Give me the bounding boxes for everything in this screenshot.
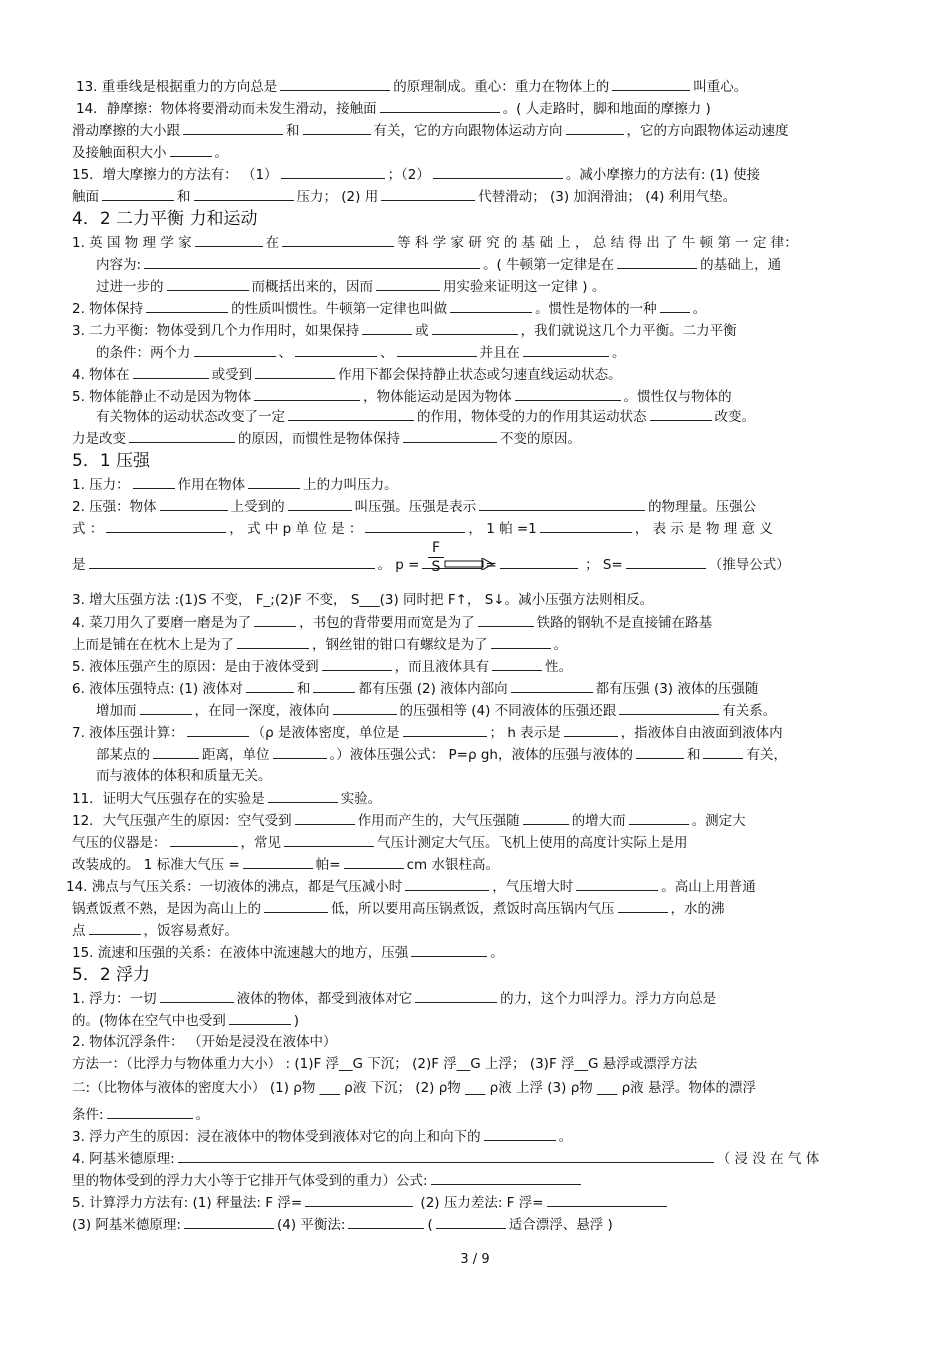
- fill-blank: [144, 254, 480, 269]
- fill-blank: [133, 474, 175, 489]
- text-line: [72, 120, 789, 141]
- fill-blank: [478, 612, 534, 627]
- line-text: 2. 物体沉浮条件： （开始是浸没在液体中）: [72, 1034, 337, 1050]
- arrow-icon: [444, 558, 494, 570]
- line-text: ， 式 中 p 单 位 是 ：: [229, 521, 363, 537]
- line-text: 2. 物体保持: [72, 301, 144, 317]
- fill-blank: [619, 700, 719, 715]
- fill-blank: [167, 276, 249, 291]
- fill-blank: [411, 942, 487, 957]
- line-text: 或受到: [211, 367, 253, 383]
- fill-blank: [288, 496, 352, 511]
- text-line: [72, 1104, 209, 1125]
- line-text: 气压计测定大气压。飞机上使用的高度计实际上是用: [377, 835, 688, 851]
- fill-blank: [703, 744, 743, 759]
- line-text: ，在同一深度，液体向: [194, 703, 330, 719]
- fill-blank: [268, 788, 338, 803]
- line-text: 低，所以要用高压锅煮饭，煮饭时高压锅内气压: [331, 901, 615, 917]
- fill-blank: [107, 1104, 193, 1119]
- line-text: (: [427, 1217, 433, 1233]
- text-line: [72, 1192, 670, 1213]
- line-text: 距离，单位: [202, 747, 270, 763]
- line-text: 帕=: [315, 857, 341, 873]
- text-line: [72, 428, 581, 449]
- text-line: [72, 298, 706, 319]
- line-text: 叫压强。压强是表示: [354, 499, 477, 515]
- line-text: 14. 沸点与气压关系：一切液体的沸点，都是气压减小时: [66, 879, 403, 895]
- fill-blank: [333, 700, 397, 715]
- text-line: [72, 612, 712, 633]
- line-text: 的作用，物体受的力的作用其运动状态: [417, 409, 647, 425]
- line-text: 都有压强 (2) 液体内部向: [358, 681, 508, 697]
- fill-blank: [629, 810, 689, 825]
- fill-blank: [282, 232, 394, 247]
- fill-blank: [540, 518, 632, 533]
- fill-blank: [183, 120, 283, 135]
- fill-blank: [184, 1214, 274, 1229]
- fill-blank: [344, 854, 404, 869]
- fill-blank: [432, 320, 518, 335]
- text-line: [72, 364, 622, 385]
- line-text: 。高山上用普通: [661, 879, 756, 895]
- line-text: 而与液体的体积和质量无关。: [96, 768, 272, 784]
- line-text: 不变的原因。: [500, 431, 581, 447]
- line-text: 适合漂浮、悬浮 ): [508, 1217, 613, 1233]
- fill-blank: [194, 342, 276, 357]
- line-text: 。惯性是物体的一种: [535, 301, 657, 317]
- line-text: 1. 英 国 物 理 学 家: [72, 235, 192, 251]
- fill-blank: [403, 428, 497, 443]
- line-text: (2) 压力差法: F 浮=: [416, 1195, 544, 1211]
- line-text: 液体的物体，都受到液体对它: [236, 991, 413, 1007]
- fill-blank: [281, 164, 385, 179]
- line-text: 方法一：（比浮力与物体重力大小） : (1)F 浮__G 下沉； (2)F 浮__G 上浮； (3)F 浮__G 悬浮或漂浮方法: [72, 1056, 698, 1072]
- text-line: [96, 700, 776, 721]
- line-text: 5. 物体能静止不动是因为物体: [72, 389, 252, 405]
- line-text: 的条件：两个力: [96, 345, 191, 361]
- text-line: [72, 920, 238, 941]
- line-text: 等 科 学 家 研 究 的 基 础 上 ， 总 结 得 出 了 牛 顿 第 一 定 律：: [397, 235, 798, 251]
- fill-blank: [491, 634, 551, 649]
- fill-blank: [362, 320, 412, 335]
- line-text: 改变。: [714, 409, 755, 425]
- line-text: 压力； (2) 用: [296, 189, 379, 205]
- fill-blank: [248, 474, 300, 489]
- text-line: [72, 164, 760, 185]
- line-text: ； h 表示是: [489, 725, 561, 741]
- fill-blank: [195, 232, 263, 247]
- text-line: [72, 898, 725, 919]
- fraction-numerator: F: [431, 540, 441, 556]
- line-text: 力是改变: [72, 431, 126, 447]
- line-text: 里的物体受到的浮力大小等于它排开气体受到的重力）公式:: [72, 1173, 428, 1189]
- fill-blank: [626, 554, 706, 569]
- line-text: ，水的沸: [670, 901, 725, 917]
- line-text: 上的力叫压力。: [303, 477, 398, 493]
- line-text: 的原因，而惯性是物体保持: [238, 431, 400, 447]
- fill-blank: [153, 744, 199, 759]
- line-text: 3. 增大压强方法 :(1)S 不变， F_;(2)F 不变， S___(3) 同时把 F↑， S↓。减小压强方法则相反。: [72, 592, 654, 608]
- line-text: 的原理制成。重心：重力在物体上的: [393, 79, 610, 95]
- fill-blank: [237, 634, 309, 649]
- line-text: ；（2）: [387, 167, 430, 183]
- line-text: 。( 牛顿第一定律是在: [483, 257, 615, 273]
- fill-blank: [313, 678, 355, 693]
- fill-blank: [254, 386, 360, 401]
- text-line: [72, 1214, 613, 1235]
- line-text: 铁路的钢轨不是直接铺在路基: [536, 615, 713, 631]
- fill-blank: [376, 276, 440, 291]
- section-heading: 5．1 压强: [72, 451, 151, 471]
- text-line: [72, 232, 798, 253]
- line-text: cm 水银柱高。: [406, 857, 499, 873]
- line-text: 1. 浮力：一切: [72, 991, 157, 1007]
- line-text: 6. 液体压强特点: (1) 液体对: [72, 681, 243, 697]
- fill-blank: [523, 810, 569, 825]
- fill-blank: [450, 298, 532, 313]
- fill-blank: [380, 98, 500, 113]
- line-text: 。: [558, 1129, 573, 1145]
- line-text: 、: [278, 345, 292, 361]
- text-line: [72, 1126, 572, 1147]
- fill-blank: [133, 364, 209, 379]
- line-text: ，常见: [240, 835, 281, 851]
- line-text: 12．大气压强产生的原因：空气受到: [72, 813, 292, 829]
- fill-blank: [280, 76, 390, 91]
- fill-blank: [246, 678, 294, 693]
- fill-blank: [284, 832, 374, 847]
- line-text: 。 p =: [377, 557, 420, 573]
- line-text: 式 ：: [72, 521, 104, 537]
- line-text: 。）液体压强公式： P=ρ gh，液体的压强与液体的: [329, 747, 633, 763]
- line-text: 2. 压强：物体: [72, 499, 157, 515]
- line-text: 。惯性仅与物体的: [623, 389, 732, 405]
- line-text: 15．增大摩擦力的方法有： （1）: [72, 167, 278, 183]
- fill-blank: [436, 1214, 506, 1229]
- line-text: 4. 菜刀用久了要磨一磨是为了: [72, 615, 252, 631]
- line-text: 4. 物体在: [72, 367, 130, 383]
- text-line: [96, 744, 787, 765]
- line-text: 上而是铺在在枕木上是为了: [72, 637, 234, 653]
- text-line: [76, 98, 711, 119]
- line-text: 15. 流速和压强的关系：在液体中流速越大的地方，压强: [72, 945, 409, 961]
- fill-blank: [243, 854, 313, 869]
- line-text: 的压强相等 (4) 不同液体的压强还跟: [399, 703, 617, 719]
- text-line: [72, 590, 653, 610]
- line-text: 有关系。: [722, 703, 777, 719]
- line-text: 代替滑动； (3) 加润滑油； (4) 利用气垫。: [478, 189, 737, 205]
- section-heading: 4．2 二力平衡 力和运动: [72, 209, 258, 229]
- fill-blank: [170, 832, 238, 847]
- text-line: [72, 1054, 697, 1074]
- line-text: ，我们就说这几个力平衡。二力平衡: [520, 323, 737, 339]
- fill-blank: [515, 386, 621, 401]
- text-line: [72, 788, 381, 809]
- text-line: [72, 1170, 584, 1191]
- line-text: 3. 二力平衡：物体受到几个力作用时，如果保持: [72, 323, 360, 339]
- page-number: 3 / 9: [460, 1252, 490, 1267]
- fill-blank: [264, 898, 328, 913]
- line-text: 叫重心。: [693, 79, 748, 95]
- fill-blank: [140, 700, 192, 715]
- line-text: 是: [72, 557, 86, 573]
- fill-blank: [381, 186, 475, 201]
- line-text: 并且在: [479, 345, 520, 361]
- fill-blank: [178, 1148, 714, 1163]
- text-line: [76, 76, 747, 97]
- line-text: ，而且液体具有: [394, 659, 490, 675]
- line-text: 有关，它的方向跟物体运动方向: [373, 123, 563, 139]
- line-text: 改装成的。 1 标准大气压 =: [72, 857, 240, 873]
- text-line: [72, 988, 716, 1009]
- line-text: 的增大而: [571, 813, 626, 829]
- line-text: 滑动摩擦的大小跟: [72, 123, 180, 139]
- text-line: [72, 474, 398, 495]
- line-text: 气压的仪器是：: [72, 835, 167, 851]
- fill-blank: [617, 254, 697, 269]
- text-line: [72, 656, 572, 677]
- fill-blank: [660, 298, 690, 313]
- text-line: [72, 320, 737, 341]
- line-text: 、: [380, 345, 394, 361]
- fill-blank: [415, 988, 497, 1003]
- line-text: ，钢丝钳的钳口有螺纹是为了: [312, 637, 488, 653]
- line-text: 在: [265, 235, 280, 251]
- line-text: 14．静摩擦：物体将要滑动而未发生滑动，接触面: [76, 101, 377, 117]
- line-text: 的。(物体在空气中也受到: [72, 1013, 226, 1029]
- line-text: =: [485, 557, 497, 573]
- section-heading: 5．2 浮力: [72, 965, 151, 985]
- line-text: 。( 人走路时，脚和地面的摩擦力 ): [502, 101, 711, 117]
- line-text: 作用而产生的，大气压强随: [357, 813, 520, 829]
- fill-blank: [106, 518, 226, 533]
- line-text: 。: [612, 345, 626, 361]
- line-text: 上受到的: [230, 499, 285, 515]
- fill-blank: [305, 1192, 413, 1207]
- line-text: 而概括出来的，因而: [251, 279, 373, 295]
- fill-blank: [160, 988, 234, 1003]
- line-text: 7. 液体压强计算：: [72, 725, 184, 741]
- fill-blank: [170, 142, 212, 157]
- text-line: [72, 1032, 336, 1052]
- line-text: （ρ 是液体密度，单位是: [251, 725, 400, 741]
- line-text: 5. 计算浮力方法有: (1) 秤量法: F 浮=: [72, 1195, 303, 1211]
- line-text: 作用下都会保持静止状态或匀速直线运动状态。: [338, 367, 622, 383]
- fill-blank: [636, 744, 684, 759]
- line-text: 。: [195, 1107, 210, 1123]
- line-text: 作用在物体: [177, 477, 246, 493]
- line-text: 1. 压力：: [72, 477, 130, 493]
- line-text: （推导公式）: [708, 557, 790, 573]
- fill-blank: [348, 1214, 424, 1229]
- fill-blank: [479, 496, 645, 511]
- line-text: ，书包的背带要用而宽是为了: [299, 615, 475, 631]
- fill-blank: [612, 76, 690, 91]
- text-line: [72, 722, 783, 743]
- text-line: [72, 386, 732, 407]
- text-line: [72, 142, 228, 163]
- fill-blank: [322, 656, 392, 671]
- line-text: 的性质叫惯性。牛顿第一定律也叫做: [231, 301, 448, 317]
- fill-blank: [431, 1170, 581, 1185]
- line-text: (4) 平衡法:: [276, 1217, 346, 1233]
- fill-blank: [160, 496, 228, 511]
- fill-blank: [102, 186, 174, 201]
- fill-blank: [194, 186, 294, 201]
- fill-blank: [273, 744, 327, 759]
- text-line: [72, 854, 499, 875]
- line-text: ): [293, 1013, 300, 1029]
- fill-blank: [255, 364, 335, 379]
- line-text: 。测定大: [691, 813, 746, 829]
- text-line: [96, 276, 605, 297]
- text-line: [72, 1148, 819, 1169]
- fill-blank: [303, 120, 371, 135]
- line-text: 和: [286, 123, 300, 139]
- line-text: 二:（比物体与液体的密度大小） (1) ρ物 ___ ρ液 下沉； (2) ρ物 ___ ρ液 上浮 (3) ρ物 ___ ρ液 悬浮。物体的漂浮: [72, 1080, 756, 1096]
- line-text: 实验。: [340, 791, 382, 807]
- fill-blank: [89, 554, 375, 569]
- text-line: [72, 678, 758, 699]
- fill-blank: [403, 722, 487, 737]
- line-text: 。: [490, 945, 504, 961]
- text-line: [96, 254, 781, 275]
- line-text: 3. 浮力产生的原因：浸在液体中的物体受到液体对它的向上和向下的: [72, 1129, 481, 1145]
- line-text: 部某点的: [96, 747, 150, 763]
- text-line: [72, 1010, 299, 1031]
- line-text: ， 表 示 是 物 理 意 义: [634, 521, 773, 537]
- text-line: [72, 1078, 756, 1098]
- line-text: 和: [296, 681, 311, 697]
- fill-blank: [187, 722, 249, 737]
- fill-blank: [129, 428, 235, 443]
- line-text: 和: [177, 189, 191, 205]
- fill-blank: [295, 342, 377, 357]
- fill-blank: [405, 876, 489, 891]
- line-text: ，它的方向跟物体运动速度: [626, 123, 789, 139]
- line-text: 有关物体的运动状态改变了一定: [96, 409, 285, 425]
- text-line: [96, 406, 755, 427]
- line-text: 锅煮饭煮不熟，是因为高山上的: [72, 901, 261, 917]
- line-text: 点: [72, 923, 86, 939]
- fraction-denominator: S: [431, 559, 441, 575]
- fill-blank: [254, 612, 296, 627]
- text-line: [96, 342, 626, 363]
- text-line: [66, 876, 756, 897]
- line-text: 11．证明大气压强存在的实验是: [72, 791, 265, 807]
- line-text: ； S=: [580, 557, 623, 573]
- text-line: [72, 942, 504, 963]
- fill-blank: [564, 722, 618, 737]
- line-text: 的物理量。压强公: [648, 499, 757, 515]
- line-text: 。: [553, 637, 567, 653]
- line-text: 条件:: [72, 1107, 104, 1123]
- line-text: 4. 阿基米德原理:: [72, 1151, 175, 1167]
- line-text: 增加而: [96, 703, 137, 719]
- line-text: 性。: [545, 659, 573, 675]
- line-text: 或: [415, 323, 429, 339]
- line-text: ，指液体自由液面到液体内: [620, 725, 783, 741]
- text-line: [72, 496, 756, 517]
- line-text: 13. 重垂线是根据重力的方向总是: [76, 79, 278, 95]
- line-text: 有关，: [746, 747, 787, 763]
- fill-blank: [511, 678, 593, 693]
- fill-blank: [229, 1010, 291, 1025]
- text-line: [72, 518, 773, 539]
- line-text: 都有压强 (3) 液体的压强随: [595, 681, 759, 697]
- line-text: 5. 液体压强产生的原因：是由于液体受到: [72, 659, 319, 675]
- fill-blank: [146, 298, 228, 313]
- line-text: ，饭容易煮好。: [143, 923, 238, 939]
- fill-blank: [433, 164, 563, 179]
- line-text: 和: [686, 747, 701, 763]
- line-text: ，气压增大时: [492, 879, 574, 895]
- fill-blank: [492, 656, 542, 671]
- text-line: [96, 766, 272, 786]
- line-text: 触面: [72, 189, 99, 205]
- fill-blank: [566, 120, 624, 135]
- fill-blank: [500, 554, 578, 569]
- line-text: 内容为:: [96, 257, 142, 273]
- fill-blank: [618, 898, 668, 913]
- line-text: (3) 阿基米德原理:: [72, 1217, 181, 1233]
- fill-blank: [397, 342, 477, 357]
- fill-blank: [288, 406, 414, 421]
- fill-blank: [576, 876, 658, 891]
- text-line: [72, 832, 688, 853]
- line-text: 。: [214, 145, 228, 161]
- line-text: 的基础上，通: [700, 257, 782, 273]
- line-text: ，物体能运动是因为物体: [363, 389, 512, 405]
- line-text: 过进一步的: [96, 279, 164, 295]
- line-text: （ 浸 没 在 气 体: [716, 1151, 820, 1167]
- fill-blank: [89, 920, 141, 935]
- line-text: ， 1 帕 =1: [468, 521, 537, 537]
- text-line: [72, 810, 746, 831]
- fill-blank: [295, 810, 355, 825]
- line-text: 用实验来证明这一定律 ) 。: [443, 279, 606, 295]
- pressure-fraction: [428, 540, 444, 575]
- fill-blank: [547, 1192, 667, 1207]
- line-text: 。: [692, 301, 707, 317]
- line-text: 的力，这个力叫浮力。浮力方向总是: [500, 991, 717, 1007]
- line-text: 及接触面积大小: [72, 145, 167, 161]
- text-line: [72, 186, 736, 207]
- fill-blank: [484, 1126, 556, 1141]
- fill-blank: [365, 518, 465, 533]
- fill-blank: [523, 342, 609, 357]
- text-line: [72, 634, 567, 655]
- fill-blank: [650, 406, 712, 421]
- line-text: 。减小摩擦力的方法有: (1) 使接: [565, 167, 761, 183]
